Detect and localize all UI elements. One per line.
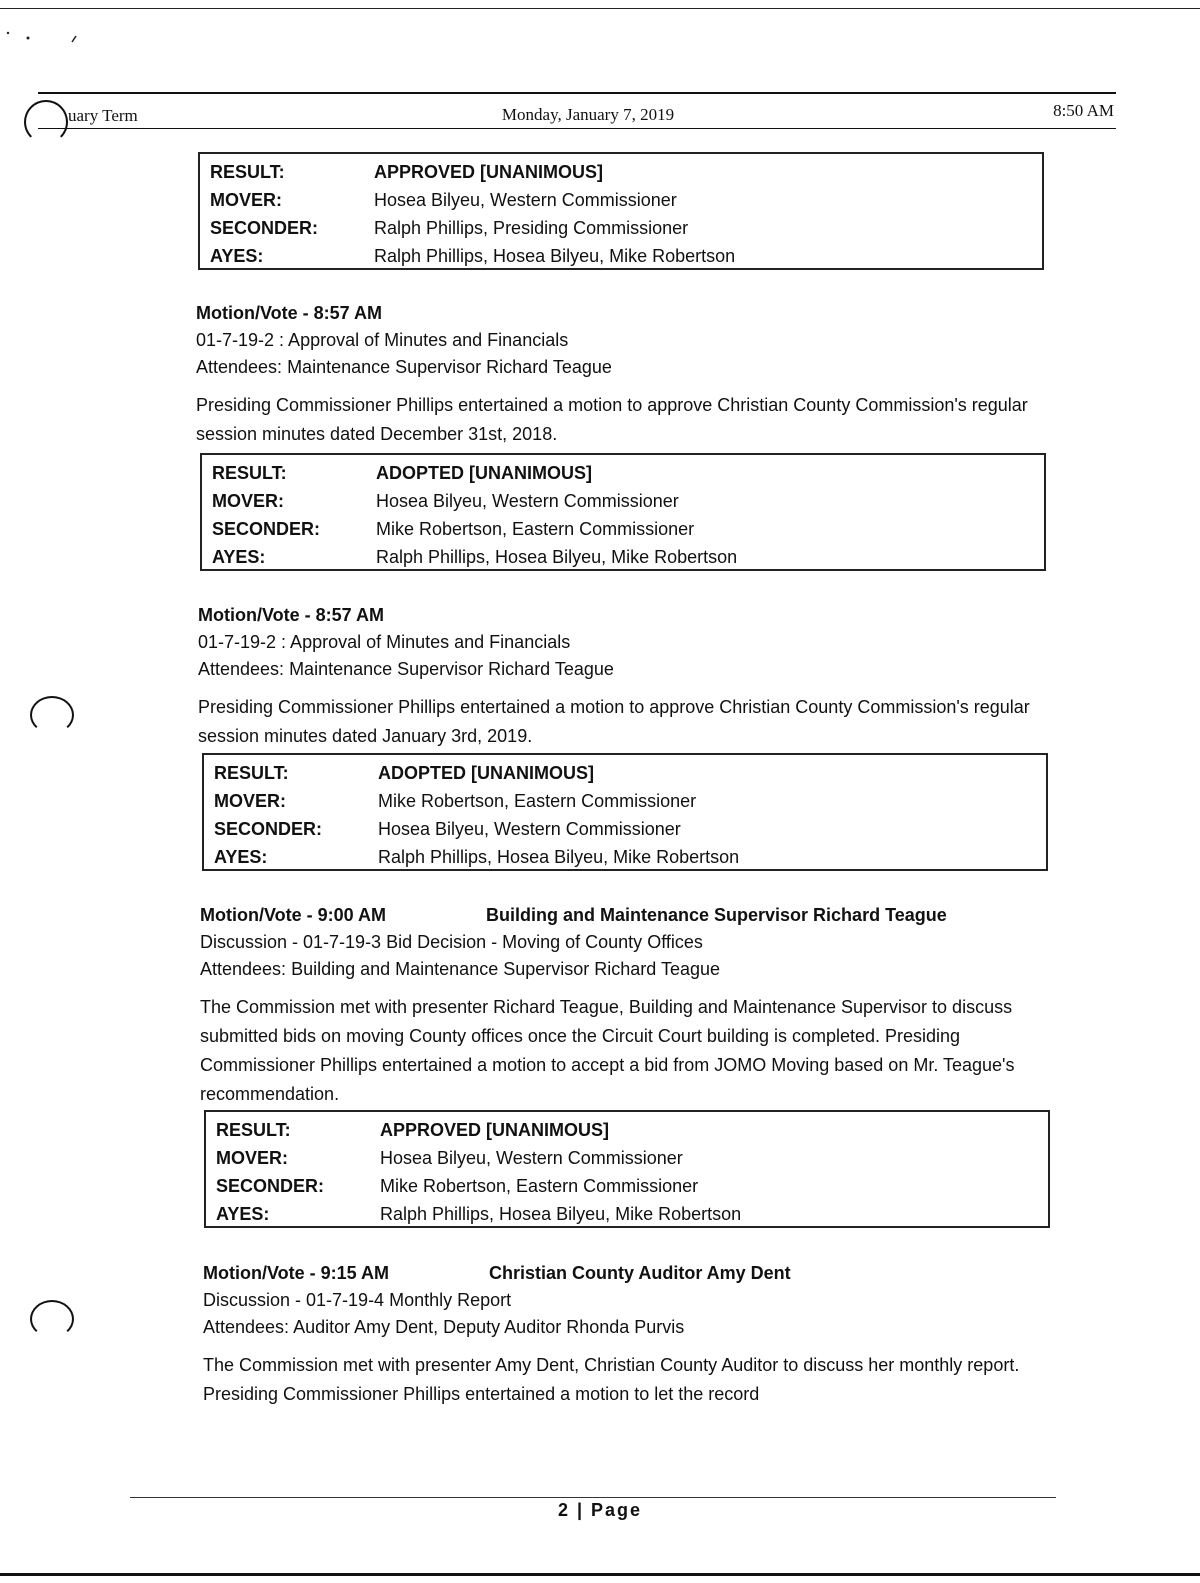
ayes-row <box>200 242 1042 270</box>
ayes-label: AYES: <box>212 547 266 567</box>
presenter-heading: Christian County Auditor Amy Dent <box>489 1263 791 1283</box>
agenda-item: 01-7-19-2 : Approval of Minutes and Financials <box>198 632 571 652</box>
motion-section <box>198 602 1058 751</box>
seconder-value: Mike Robertson, Eastern Commissioner <box>380 1176 699 1196</box>
result-value: ADOPTED [UNANIMOUS] <box>378 763 594 783</box>
agenda-item: Discussion - 01-7-19-3 Bid Decision - Moving of County Offices <box>200 932 703 952</box>
seconder-label: SECONDER: <box>212 519 321 539</box>
scan-top-edge <box>0 8 1200 9</box>
header-date: Monday, January 7, 2019 <box>501 105 675 124</box>
seconder-row <box>202 515 1044 543</box>
agenda-item: 01-7-19-2 : Approval of Minutes and Financials <box>196 330 569 350</box>
seconder-label: SECONDER: <box>214 819 323 839</box>
ayes-row <box>206 1200 1048 1228</box>
attendees-line: Attendees: Auditor Amy Dent, Deputy Auditor Rhonda Purvis <box>203 1317 685 1337</box>
motion-heading: Motion/Vote - 9:15 AM <box>203 1263 389 1283</box>
result-row <box>202 459 1044 487</box>
mover-value: Hosea Bilyeu, Western Commissioner <box>376 491 679 511</box>
scan-bottom-edge <box>0 1573 1200 1576</box>
mover-label: MOVER: <box>212 491 284 511</box>
motion-paragraph: The Commission met with presenter Amy Dent, Christian County Auditor to discuss her monthly report. Presiding Commissioner Phillips entertained a motion to let the record <box>203 1355 1020 1404</box>
seconder-label: SECONDER: <box>210 218 319 238</box>
ayes-value: Ralph Phillips, Hosea Bilyeu, Mike Robertson <box>380 1204 742 1224</box>
result-label: RESULT: <box>214 763 289 783</box>
result-box <box>202 753 1048 871</box>
mover-value: Hosea Bilyeu, Western Commissioner <box>374 190 677 210</box>
motion-section <box>200 902 1060 1109</box>
mover-label: MOVER: <box>214 791 286 811</box>
punch-hole-middle <box>30 696 74 734</box>
seconder-value: Hosea Bilyeu, Western Commissioner <box>378 819 681 839</box>
ayes-row <box>202 543 1044 571</box>
mover-label: MOVER: <box>210 190 282 210</box>
page-number: 2 | Page <box>557 1500 643 1520</box>
mover-row <box>200 186 1042 214</box>
motion-heading: Motion/Vote - 8:57 AM <box>196 303 382 323</box>
result-box <box>204 1110 1050 1228</box>
motion-paragraph: Presiding Commissioner Phillips entertained a motion to approve Christian County Commission's regular session minutes dated January 3rd, 2019. <box>198 697 1030 746</box>
mover-row <box>202 487 1044 515</box>
motion-heading: Motion/Vote - 8:57 AM <box>198 605 384 625</box>
ayes-value: Ralph Phillips, Hosea Bilyeu, Mike Robertson <box>374 246 736 266</box>
ayes-label: AYES: <box>214 847 268 867</box>
ayes-label: AYES: <box>216 1204 270 1224</box>
mover-row <box>204 787 1046 815</box>
agenda-item: Discussion - 01-7-19-4 Monthly Report <box>203 1290 512 1310</box>
presenter-heading: Building and Maintenance Supervisor Richard Teague <box>486 905 947 925</box>
attendees-line: Attendees: Maintenance Supervisor Richard Teague <box>196 357 612 377</box>
footer-divider <box>130 1497 1056 1498</box>
seconder-label: SECONDER: <box>216 1176 325 1196</box>
seconder-value: Mike Robertson, Eastern Commissioner <box>376 519 695 539</box>
result-box <box>198 152 1044 270</box>
motion-section <box>196 300 1056 449</box>
header-time: 8:50 AM <box>1053 101 1114 120</box>
attendees-line: Attendees: Maintenance Supervisor Richard Teague <box>198 659 614 679</box>
attendees-line: Attendees: Building and Maintenance Supervisor Richard Teague <box>200 959 721 979</box>
motion-section <box>203 1260 1023 1409</box>
mover-row <box>206 1144 1048 1172</box>
motion-heading: Motion/Vote - 9:00 AM <box>200 905 386 925</box>
mover-value: Hosea Bilyeu, Western Commissioner <box>380 1148 683 1168</box>
header-term: uary Term <box>68 106 138 125</box>
seconder-row <box>206 1172 1048 1200</box>
mover-value: Mike Robertson, Eastern Commissioner <box>378 791 697 811</box>
result-row <box>206 1116 1048 1144</box>
result-row <box>200 158 1042 186</box>
result-value: APPROVED [UNANIMOUS] <box>380 1120 610 1140</box>
result-label: RESULT: <box>210 162 285 182</box>
mover-label: MOVER: <box>216 1148 288 1168</box>
result-label: RESULT: <box>216 1120 291 1140</box>
ayes-value: Ralph Phillips, Hosea Bilyeu, Mike Robertson <box>378 847 740 867</box>
ayes-value: Ralph Phillips, Hosea Bilyeu, Mike Robertson <box>376 547 738 567</box>
motion-paragraph: The Commission met with presenter Richard Teague, Building and Maintenance Supervisor to discuss submitted bids on moving County offices once the Circuit Court building is completed. Presiding Commissioner Phillips entertained a motion to accept a bid from JOMO Moving based on Mr. Teague's recommendation. <box>200 997 1015 1104</box>
seconder-row <box>200 214 1042 242</box>
result-box <box>200 453 1046 571</box>
ayes-row <box>204 843 1046 871</box>
result-label: RESULT: <box>212 463 287 483</box>
result-value: ADOPTED [UNANIMOUS] <box>376 463 592 483</box>
result-value: APPROVED [UNANIMOUS] <box>374 162 604 182</box>
seconder-value: Ralph Phillips, Presiding Commissioner <box>374 218 689 238</box>
seconder-row <box>204 815 1046 843</box>
page-header <box>38 92 1116 129</box>
motion-paragraph: Presiding Commissioner Phillips entertained a motion to approve Christian County Commission's regular session minutes dated December 31st, 2018. <box>196 395 1028 444</box>
punch-hole-bottom <box>30 1300 74 1338</box>
ayes-label: AYES: <box>210 246 264 266</box>
scan-speck-marks <box>6 28 86 48</box>
result-row <box>204 759 1046 787</box>
